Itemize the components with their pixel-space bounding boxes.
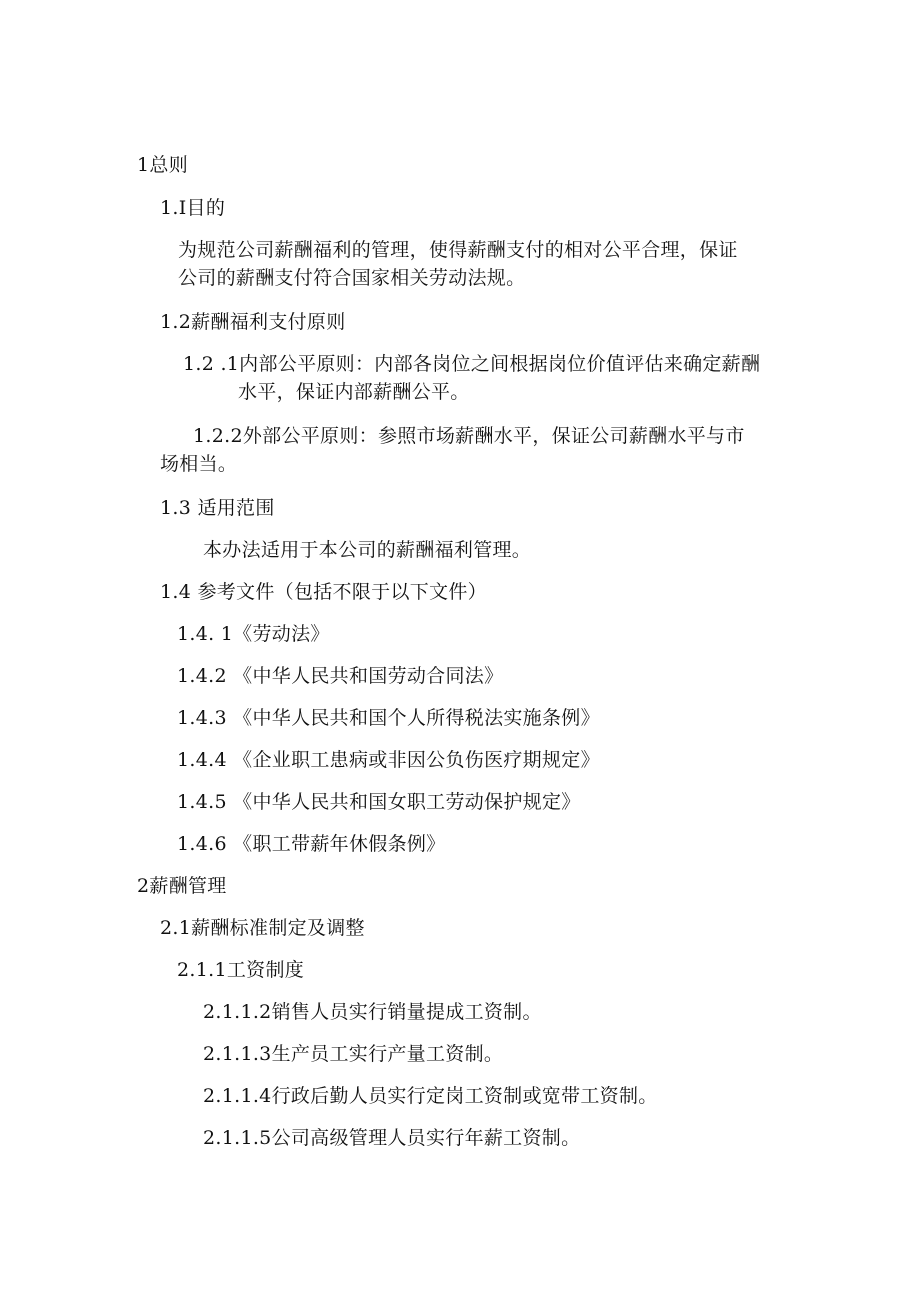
clause-heading-2-1-1: 2.1.1工资制度 (177, 959, 305, 981)
paragraph-purpose-line-1: 为规范公司薪酬福利的管理，使得薪酬支付的相对公平合理，保证 (178, 239, 738, 261)
clause-1-2-1-line-1: 1.2 .1内部公平原则：内部各岗位之间根据岗位价值评估来确定薪酬 (183, 353, 761, 375)
reference-item-4: 1.4.4 《企业职工患病或非因公负伤医疗期规定》 (177, 749, 600, 771)
clause-2-1-1-2: 2.1.1.2销售人员实行销量提成工资制。 (203, 1001, 542, 1023)
clause-2-1-1-3: 2.1.1.3生产员工实行产量工资制。 (203, 1043, 504, 1065)
clause-2-1-1-4: 2.1.1.4行政后勤人员实行定岗工资制或宽带工资制。 (203, 1085, 658, 1107)
reference-item-2: 1.4.2 《中华人民共和国劳动合同法》 (177, 665, 504, 687)
section-heading-2: 2薪酬管理 (137, 875, 227, 897)
reference-item-5: 1.4.5 《中华人民共和国女职工劳动保护规定》 (177, 791, 581, 813)
paragraph-scope: 本办法适用于本公司的薪酬福利管理。 (203, 539, 532, 561)
clause-1-2-1-line-2: 水平，保证内部薪酬公平。 (238, 381, 470, 403)
reference-item-1: 1.4. 1《劳动法》 (177, 623, 330, 645)
clause-2-1-1-5: 2.1.1.5公司高级管理人员实行年薪工资制。 (203, 1127, 581, 1149)
reference-item-6: 1.4.6 《职工带薪年休假条例》 (177, 833, 446, 855)
clause-1-2-2-line-1: 1.2.2外部公平原则：参照市场薪酬水平，保证公司薪酬水平与市 (193, 425, 745, 447)
clause-1-2-2-line-2: 场相当。 (160, 453, 238, 475)
section-heading-1: 1总则 (137, 154, 188, 176)
subsection-heading-1-3: 1.3 适用范围 (160, 497, 275, 519)
subsection-heading-2-1: 2.1薪酬标准制定及调整 (160, 917, 365, 939)
subsection-heading-1-1: 1.I目的 (160, 197, 226, 219)
subsection-heading-1-4: 1.4 参考文件（包括不限于以下文件） (160, 581, 487, 603)
reference-item-3: 1.4.3 《中华人民共和国个人所得税法实施条例》 (177, 707, 600, 729)
subsection-heading-1-2: 1.2薪酬福利支付原则 (160, 311, 346, 333)
paragraph-purpose-line-2: 公司的薪酬支付符合国家相关劳动法规。 (178, 267, 526, 289)
